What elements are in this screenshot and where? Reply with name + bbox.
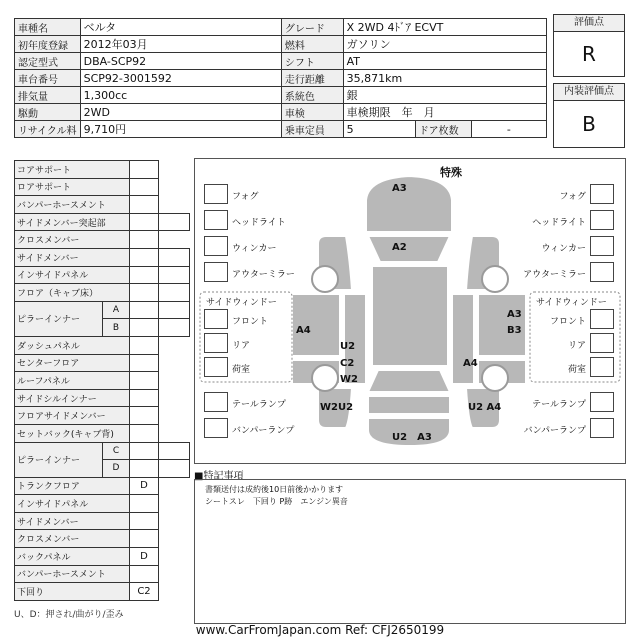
damage-roof-1: U2 [340,341,356,352]
info-value: 9,710円 [80,121,281,138]
parts-label: サイドシルインナー [15,389,130,407]
footer-watermark: www.CarFromJapan.com Ref: CFJ2650199 [195,623,445,637]
left-turn-signal-label: ウィンカー [232,244,277,254]
left-tail-lamp-label: テールランプ [232,400,286,410]
damage-right-front-2: B3 [507,325,522,336]
damage-windshield: A2 [392,242,407,253]
info-value: 1,300cc [80,87,281,104]
parts-mark-cell[interactable]: D [130,477,159,495]
overall-grade-value: R [582,42,596,66]
left-fog-label: フォグ [232,192,259,202]
right-turn-signal-checkbox[interactable] [590,236,614,256]
left-tail-lamp-checkbox[interactable] [204,392,228,412]
info-value: 2012年03月 [80,36,281,53]
right-fog-checkbox[interactable] [590,184,614,204]
left-window-front-label: フロント [232,317,269,327]
left-mirror-label: アウターミラー [232,270,295,280]
left-window-rear-checkbox[interactable] [204,333,228,353]
left-window-cargo-label: 荷室 [232,365,251,375]
parts-label: クロスメンバー [15,530,130,548]
left-bumper-lamp-label: バンパーランプ [232,426,295,436]
info-label: 初年度登録 [15,36,81,53]
right-fog-label: フォグ [559,192,586,202]
parts-label: ダッシュパネル [15,336,130,354]
parts-label: ピラーインナー [15,442,103,477]
info-label: 車検 [281,104,343,121]
info-value: 銀 [343,87,546,104]
left-mirror-checkbox[interactable] [204,262,228,282]
left-bumper-lamp-checkbox[interactable] [204,418,228,438]
info-label: 走行距離 [281,70,343,87]
left-window-cargo-checkbox[interactable] [204,357,228,377]
windshield-panel [368,236,450,262]
wheel-front-right [482,266,508,292]
right-window-front-checkbox[interactable] [590,309,614,329]
overall-grade-label: 評価点 [554,15,624,32]
wheel-rear-left [312,365,338,391]
right-window-cargo-label: 荷室 [567,365,586,375]
parts-label: フロア（キャブ床） [15,284,130,302]
info-label: シフト [281,53,343,70]
right-window-rear-label: リア [567,341,586,351]
right-mirror-label: アウターミラー [523,270,586,280]
right-turn-signal-label: ウィンカー [541,244,586,254]
diagram-title: 特殊 [440,166,462,179]
parts-mark-cell[interactable]: C2 [130,583,159,601]
info-label: グレード [281,19,343,36]
info-value: 車検期限 年 月 [343,104,546,121]
parts-label: バンパーホースメント [15,565,130,583]
info-value: 5 [343,121,415,138]
info-value: AT [343,53,546,70]
parts-label: セットバック(キャブ背) [15,424,130,442]
info-value: DBA-SCP92 [80,53,281,70]
parts-sub-label: D [103,460,130,478]
right-window-cargo-checkbox[interactable] [590,357,614,377]
wheel-rear-right [482,365,508,391]
info-value: ガソリン [343,36,546,53]
rear-glass-panel [368,370,450,392]
parts-sub-label: A [103,301,130,319]
left-sill [344,294,366,384]
parts-label: サイドメンバー [15,248,130,266]
info-label: 車台番号 [15,70,81,87]
notes-line-1: 書類送付は成約後10日前後かかります [205,485,344,494]
parts-label: バンパーホースメント [15,196,130,214]
info-label: ドア枚数 [415,121,471,138]
right-side-window-title: サイドウィンドー [536,298,607,308]
left-fog-checkbox[interactable] [204,184,228,204]
parts-label: センターフロア [15,354,130,372]
roof-panel [372,266,448,366]
damage-roof-3: W2 [340,374,358,385]
notes-box [194,479,626,624]
parts-label: トランクフロア [15,477,130,495]
interior-grade-value: B [582,112,596,136]
right-tail-lamp-checkbox[interactable] [590,392,614,412]
right-bumper-lamp-checkbox[interactable] [590,418,614,438]
notes-line-2: シートスレ 下回り P跡 エンジン異音 [205,497,348,506]
info-value: 35,871km [343,70,546,87]
parts-label: サイドメンバー [15,512,130,530]
parts-label: バックパネル [15,548,130,566]
info-label: 排気量 [15,87,81,104]
damage-right-rear: U2 A4 [468,402,502,413]
info-label: 認定型式 [15,53,81,70]
right-mirror-checkbox[interactable] [590,262,614,282]
info-label: 系統色 [281,87,343,104]
parts-label: インサイドパネル [15,495,130,513]
parts-label: ピラーインナー [15,301,103,336]
parts-label: フロアサイドメンバー [15,407,130,425]
parts-label: ルーフパネル [15,372,130,390]
parts-label: コアサポート [15,161,130,179]
info-label: 駆動 [15,104,81,121]
right-sill [452,294,474,384]
right-bumper-lamp-label: バンパーランプ [523,426,586,436]
info-value: 2WD [80,104,281,121]
damage-right-rear-door: A4 [463,358,478,369]
parts-label: サイドメンバー突起部 [15,213,130,231]
left-headlight-checkbox[interactable] [204,210,228,230]
right-tail-lamp-label: テールランプ [532,400,586,410]
damage-left-rear: W2U2 [320,402,354,413]
parts-sub-label: C [103,442,130,460]
info-label: リサイクル料 [15,121,81,138]
trunk-panel [368,396,450,414]
right-headlight-checkbox[interactable] [590,210,614,230]
damage-right-front-1: A3 [507,309,522,320]
right-headlight-label: ヘッドライト [532,218,586,228]
info-label: 燃料 [281,36,343,53]
left-turn-signal-checkbox[interactable] [204,236,228,256]
left-window-rear-label: リア [232,341,251,351]
info-value: SCP92-3001592 [80,70,281,87]
info-value: ベルタ [80,19,281,36]
damage-legend: U、D：押され/曲がり/歪み [14,610,124,620]
interior-grade-label: 内装評価点 [554,84,624,101]
damage-hood: A3 [392,183,407,194]
damage-rear: U2 A3 [392,432,432,443]
left-side-window-title: サイドウィンドー [206,298,277,308]
parts-label: 下回り [15,583,130,601]
left-headlight-label: ヘッドライト [232,218,286,228]
right-window-rear-checkbox[interactable] [590,333,614,353]
damage-left-front: A4 [296,325,311,336]
parts-label: ロアサポート [15,178,130,196]
wheel-front-left [312,266,338,292]
damage-roof-2: C2 [340,358,355,369]
right-window-front-label: フロント [549,317,586,327]
notes-heading: ■特記事項 [194,471,244,482]
parts-sub-label: B [103,319,130,337]
parts-label: インサイドパネル [15,266,130,284]
info-value: - [471,121,546,138]
info-label: 乗車定員 [281,121,343,138]
hood-panel [366,176,452,232]
parts-label: クロスメンバー [15,231,130,249]
info-label: 車種名 [15,19,81,36]
info-value: X 2WD 4ﾄﾞｱ ECVT [343,19,546,36]
left-window-front-checkbox[interactable] [204,309,228,329]
parts-mark-cell[interactable]: D [130,548,159,566]
